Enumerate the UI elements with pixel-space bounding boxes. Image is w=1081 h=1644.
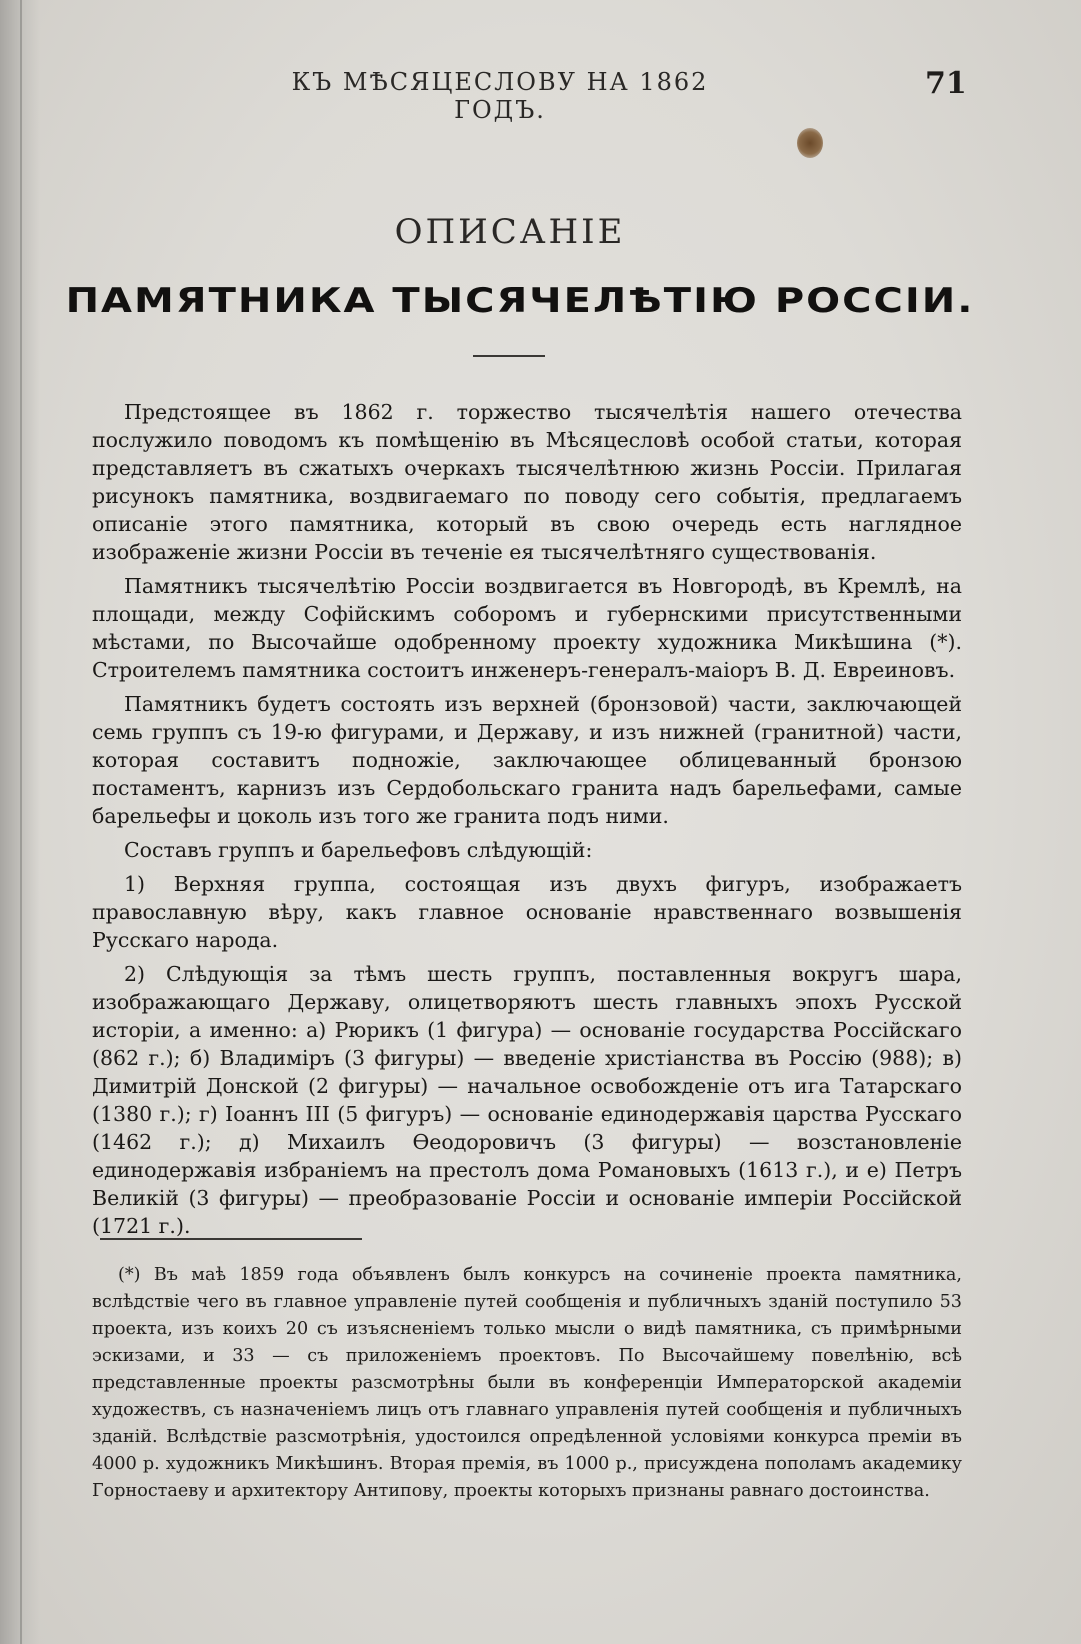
paragraph-six-groups: 2) Слѣдующія за тѣмъ шесть группъ, поставленныя вокругъ шара, изображающаго Державу, олицетворяютъ шесть главныхъ эпохъ Русской исторіи, а именно: а) Рюрикъ (1 фигура) — основаніе государства Россійскаго (862 г.); б) Владиміръ (3 фигуры) — введеніе христіанства въ Россію (988); в) Димитрій Донской (2 фигуры) — начальное освобожденіе отъ ига Татарскаго (1380 г.); г) Іоаннъ III (5 фигуръ) — основаніе единодержавія царства Русскаго (1462 г.); д) Михаилъ Ѳеодоровичъ (3 фигуры) — возстановленіе единодержавія избраніемъ на престолъ дома Романовыхъ (1613 г.), и е) Петръ Великій (3 фигуры) — преобразованіе Россіи и основаніе имперіи Россійской (1721 г.). [92,962,962,1238]
paragraph-upper-group: 1) Верхняя группа, состоящая изъ двухъ фигуръ, изображаетъ православную вѣру, какъ главное основаніе нравственнаго возвышенія Русскаго народа. [92,872,962,952]
paragraph-location: Памятникъ тысячелѣтію Россіи воздвигается въ Новгородѣ, въ Кремлѣ, на площади, между Софійскимъ соборомъ и губернскими присутственными мѣстами, по Высочайше одобренному проекту художника Микѣшина (*). Строителемъ памятника состоитъ инженеръ-генералъ-маіоръ В. Д. Евреиновъ. [92,574,962,682]
article-body [92,398,962,1246]
page-fold-line [20,0,22,1644]
page-number: 71 [925,66,967,101]
paragraph-intro: Предстоящее въ 1862 г. торжество тысячелѣтія нашего отечества послужило поводомъ къ помѣщенію въ Мѣсяцесловѣ особой статьи, которая представляетъ въ сжатыхъ очеркахъ тысячелѣтнюю жизнь Россіи. Прилагая рисунокъ памятника, воздвигаемаго по поводу сего событія, предлагаемъ описаніе этого памятника, который въ свою очередь есть наглядное изображеніе жизни Россіи въ теченіе ея тысячелѣтняго существованія. [92,400,962,564]
footnote-divider [100,1238,362,1240]
article-title-line1: ОПИСАНІЕ [394,212,626,252]
title-divider [473,355,545,357]
paragraph-groups-heading: Составъ группъ и барельефовъ слѣдующій: [124,838,593,862]
paragraph-composition: Памятникъ будетъ состоять изъ верхней (бронзовой) части, заключающей семь группъ съ 19-ю фигурами, и Державу, и изъ нижней (гранитной) части, которая составитъ подножіе, заключающее облицеванный бронзою постаментъ, карнизъ изъ Сердобольскаго гранита надъ барельефами, самые барельефы и цоколь изъ того же гранита подъ ними. [92,692,962,828]
running-header: КЪ МѢСЯЦЕСЛОВУ НА 1862 ГОДЪ. [291,68,709,124]
footnote-text: (*) Въ маѣ 1859 года объявленъ былъ конкурсъ на сочиненіе проекта памятника, вслѣдствіе чего въ главное управленіе путей сообщенія и публичныхъ зданій поступило 53 проекта, изъ коихъ 20 съ изъясненіемъ только мысли о видѣ памятника, съ примѣрными эскизами, и 33 — съ приложеніемъ проектовъ. По Высочайшему повелѣнію, всѣ представленные проекты разсмотрѣны были въ конференціи Императорской академіи художествъ, съ назначеніемъ лицъ отъ главнаго управленія путей сообщенія и публичныхъ зданій. Вслѣдствіе разсмотрѣнія, удостоился опредѣленной условіями конкурса преміи въ 4000 р. художникъ Микѣшинъ. Вторая премія, въ 1000 р., присуждена пополамъ академику Горностаеву и архитектору Антипову, проекты которыхъ признаны равнаго достоинства. [92,1265,962,1501]
paper-stain [797,128,823,158]
article-title-line2: ПАМЯТНИКА ТЫСЯЧЕЛѢТІЮ РОССІИ. [65,281,975,321]
footnote-block [92,1262,962,1505]
